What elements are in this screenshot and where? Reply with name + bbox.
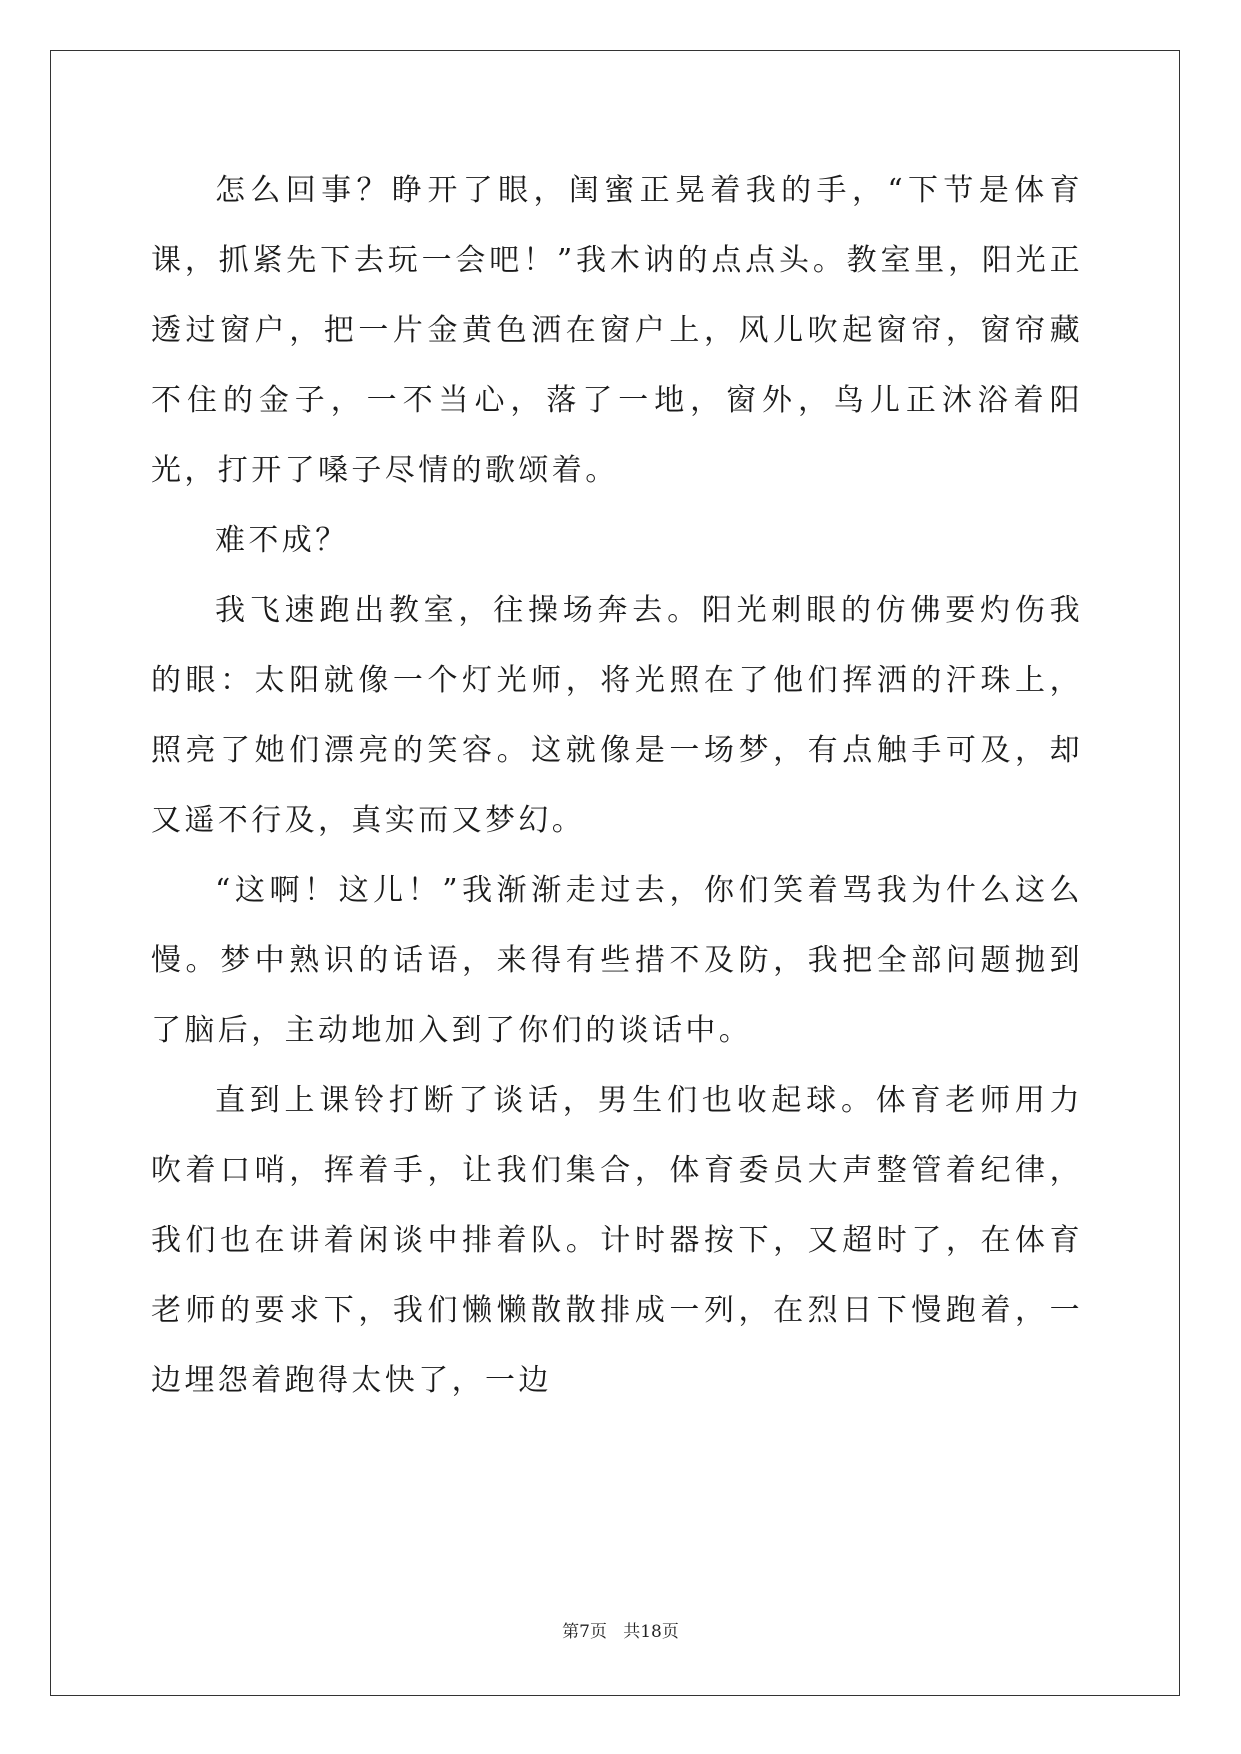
paragraph: “这啊！这儿！”我渐渐走过去，你们笑着骂我为什么这么慢。梦中熟识的话语，来得有些措不及防，我把全部问题抛到了脑后，主动地加入到了你们的谈话中。 [151, 873, 1083, 1048]
document-body [151, 156, 1083, 1416]
paragraph: 直到上课铃打断了谈话，男生们也收起球。体育老师用力吹着口哨，挥着手，让我们集合，体育委员大声整管着纪律，我们也在讲着闲谈中排着队。计时器按下，又超时了，在体育老师的要求下，我们懒懒散散排成一列，在烈日下慢跑着，一边埋怨着跑得太快了，一边 [151, 1083, 1083, 1398]
page-total: 共18页 [623, 1622, 679, 1642]
paragraph: 我飞速跑出教室，往操场奔去。阳光刺眼的仿佛要灼伤我的眼：太阳就像一个灯光师，将光照在了他们挥洒的汗珠上，照亮了她们漂亮的笑容。这就像是一场梦，有点触手可及，却又遥不行及，真实而又梦幻。 [151, 593, 1083, 838]
paragraph: 怎么回事？睁开了眼，闺蜜正晃着我的手，“下节是体育课，抓紧先下去玩一会吧！”我木讷的点点头。教室里，阳光正透过窗户，把一片金黄色洒在窗户上，风儿吹起窗帘，窗帘藏不住的金子，一不当心，落了一地，窗外，鸟儿正沐浴着阳光，打开了嗓子尽情的歌颂着。 [151, 173, 1083, 488]
paragraph: 难不成？ [215, 523, 349, 558]
page-number: 第7页 [562, 1622, 607, 1642]
page-footer [0, 1617, 1241, 1642]
